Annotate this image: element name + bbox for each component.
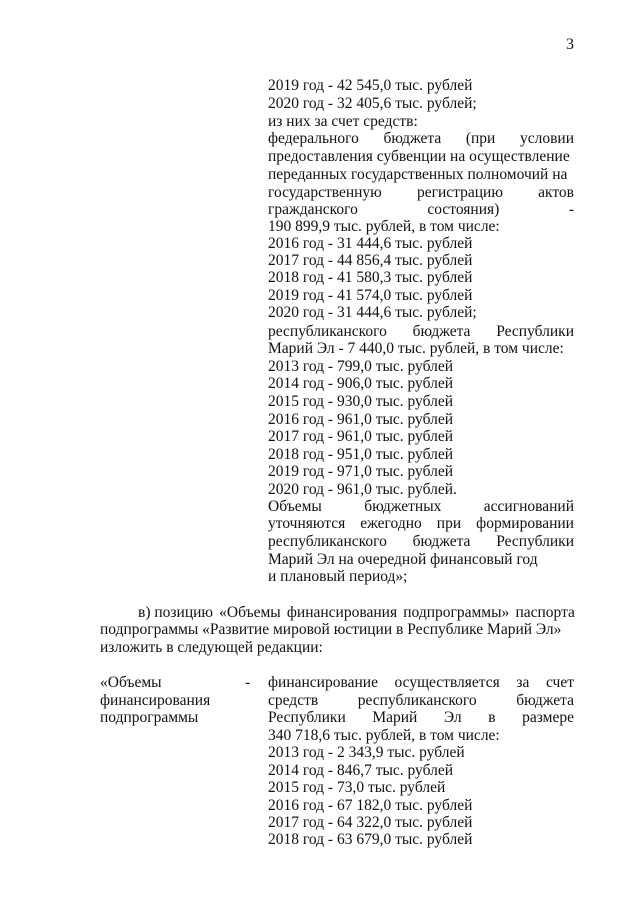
word: бюджета xyxy=(516,692,574,709)
year-line: 2016 год - 67 182,0 тыс. рублей xyxy=(268,797,473,814)
word: размере xyxy=(522,709,574,726)
federal-line-4 xyxy=(268,184,574,202)
year-line: 2020 год - 31 444,6 тыс. рублей; xyxy=(268,304,477,321)
year-line: 2016 год - 31 444,6 тыс. рублей xyxy=(268,235,473,252)
note-line-2 xyxy=(268,515,574,533)
word: гражданского xyxy=(268,201,358,218)
word: Республики xyxy=(268,709,346,726)
word: паспорта xyxy=(515,604,575,621)
word: федерального xyxy=(268,130,359,147)
note-line-1 xyxy=(268,498,574,516)
word: бюджета xyxy=(383,130,442,147)
word: Республики xyxy=(496,533,574,550)
word: уточняются xyxy=(268,515,346,532)
text-line: 2019 год - 42 545,0 тыс. рублей xyxy=(268,77,473,94)
word: ежегодно xyxy=(360,515,422,532)
text-line: 340 718,6 тыс. рублей, в том числе: xyxy=(268,727,500,744)
text-line: Марий Эл - 7 440,0 тыс. рублей, в том числе: xyxy=(268,340,564,357)
financing-line-3 xyxy=(268,709,574,727)
federal-line-5 xyxy=(268,201,574,219)
text-line: 190 899,9 тыс. рублей, в том числе: xyxy=(268,218,500,235)
year-line: 2013 год - 799,0 тыс. рублей xyxy=(268,358,454,375)
federal-line-1 xyxy=(268,130,574,148)
year-line: 2016 год - 961,0 тыс. рублей xyxy=(268,411,454,428)
year-line: 2019 год - 41 574,0 тыс. рублей xyxy=(268,287,473,304)
year-line: 2017 год - 961,0 тыс. рублей xyxy=(268,428,454,445)
word: «Объемы xyxy=(219,604,281,621)
word: финансирования xyxy=(286,604,398,621)
page-number: 3 xyxy=(566,36,574,53)
word: регистрацию xyxy=(416,184,503,201)
year-line: 2015 год - 930,0 тыс. рублей xyxy=(268,393,454,410)
word: государственную xyxy=(268,184,382,201)
text-line: переданных государственных полномочий на xyxy=(268,166,568,183)
year-line: 2014 год - 906,0 тыс. рублей xyxy=(268,375,454,392)
year-line: 2020 год - 961,0 тыс. рублей. xyxy=(268,481,457,498)
word: условии xyxy=(519,130,574,147)
word: Республики xyxy=(496,323,574,340)
word: в xyxy=(488,709,496,726)
word: бюджетных xyxy=(364,498,442,515)
word: подпрограммы» xyxy=(403,604,510,621)
year-line: 2017 год - 64 322,0 тыс. рублей xyxy=(268,814,473,831)
word: средств xyxy=(268,692,319,709)
word: состояния) xyxy=(427,201,500,218)
section-v-line-2: подпрограммы «Развитие мировой юстиции в Республике Марий Эл» xyxy=(100,621,562,638)
separator-dash: - xyxy=(245,674,251,691)
financing-line-1 xyxy=(268,674,574,692)
text-line: Марий Эл на очередной финансовый год xyxy=(268,551,538,568)
label-line: «Объемы xyxy=(100,674,162,691)
label-line: финансирования xyxy=(100,692,211,709)
word: Объемы xyxy=(268,498,322,515)
word: республиканского xyxy=(268,533,387,550)
word: за xyxy=(516,674,530,691)
republic-line-1 xyxy=(268,323,574,341)
word: в) позицию xyxy=(138,604,213,621)
text-line: 2020 год - 32 405,6 тыс. рублей; xyxy=(268,95,477,112)
year-line: 2018 год - 951,0 тыс. рублей xyxy=(268,446,454,463)
text-line: и плановый период»; xyxy=(268,568,408,585)
label-line: подпрограммы xyxy=(100,709,199,726)
word: бюджета xyxy=(412,533,471,550)
word: осуществляется xyxy=(394,674,500,691)
year-line: 2018 год - 63 679,0 тыс. рублей xyxy=(268,831,473,848)
word: формировании xyxy=(476,515,574,532)
word: актов xyxy=(538,184,574,201)
year-line: 2017 год - 44 856,4 тыс. рублей xyxy=(268,252,473,269)
year-line: 2018 год - 41 580,3 тыс. рублей xyxy=(268,269,473,286)
word: ассигнований xyxy=(483,498,574,515)
word: бюджета xyxy=(412,323,471,340)
word: финансирование xyxy=(268,674,378,691)
word: счет xyxy=(545,674,574,691)
section-v-line-1 xyxy=(138,604,575,622)
note-line-3 xyxy=(268,533,574,551)
year-line: 2013 год - 2 343,9 тыс. рублей xyxy=(268,744,465,761)
year-line: 2015 год - 73,0 тыс. рублей xyxy=(268,779,446,796)
year-line: 2019 год - 971,0 тыс. рублей xyxy=(268,463,454,480)
word: Эл xyxy=(443,709,462,726)
word: - xyxy=(568,201,574,218)
financing-line-2 xyxy=(268,692,574,710)
section-v-line-3: изложить в следующей редакции: xyxy=(100,639,323,656)
word: Марий xyxy=(372,709,418,726)
word: при xyxy=(436,515,462,532)
text-line: из них за счет средств: xyxy=(268,113,418,130)
text-line: предоставления субвенции на осуществление xyxy=(268,148,570,165)
word: республиканского xyxy=(357,692,477,709)
word: (при xyxy=(465,130,496,147)
year-line: 2014 год - 846,7 тыс. рублей xyxy=(268,762,454,779)
word: республиканского xyxy=(268,323,387,340)
